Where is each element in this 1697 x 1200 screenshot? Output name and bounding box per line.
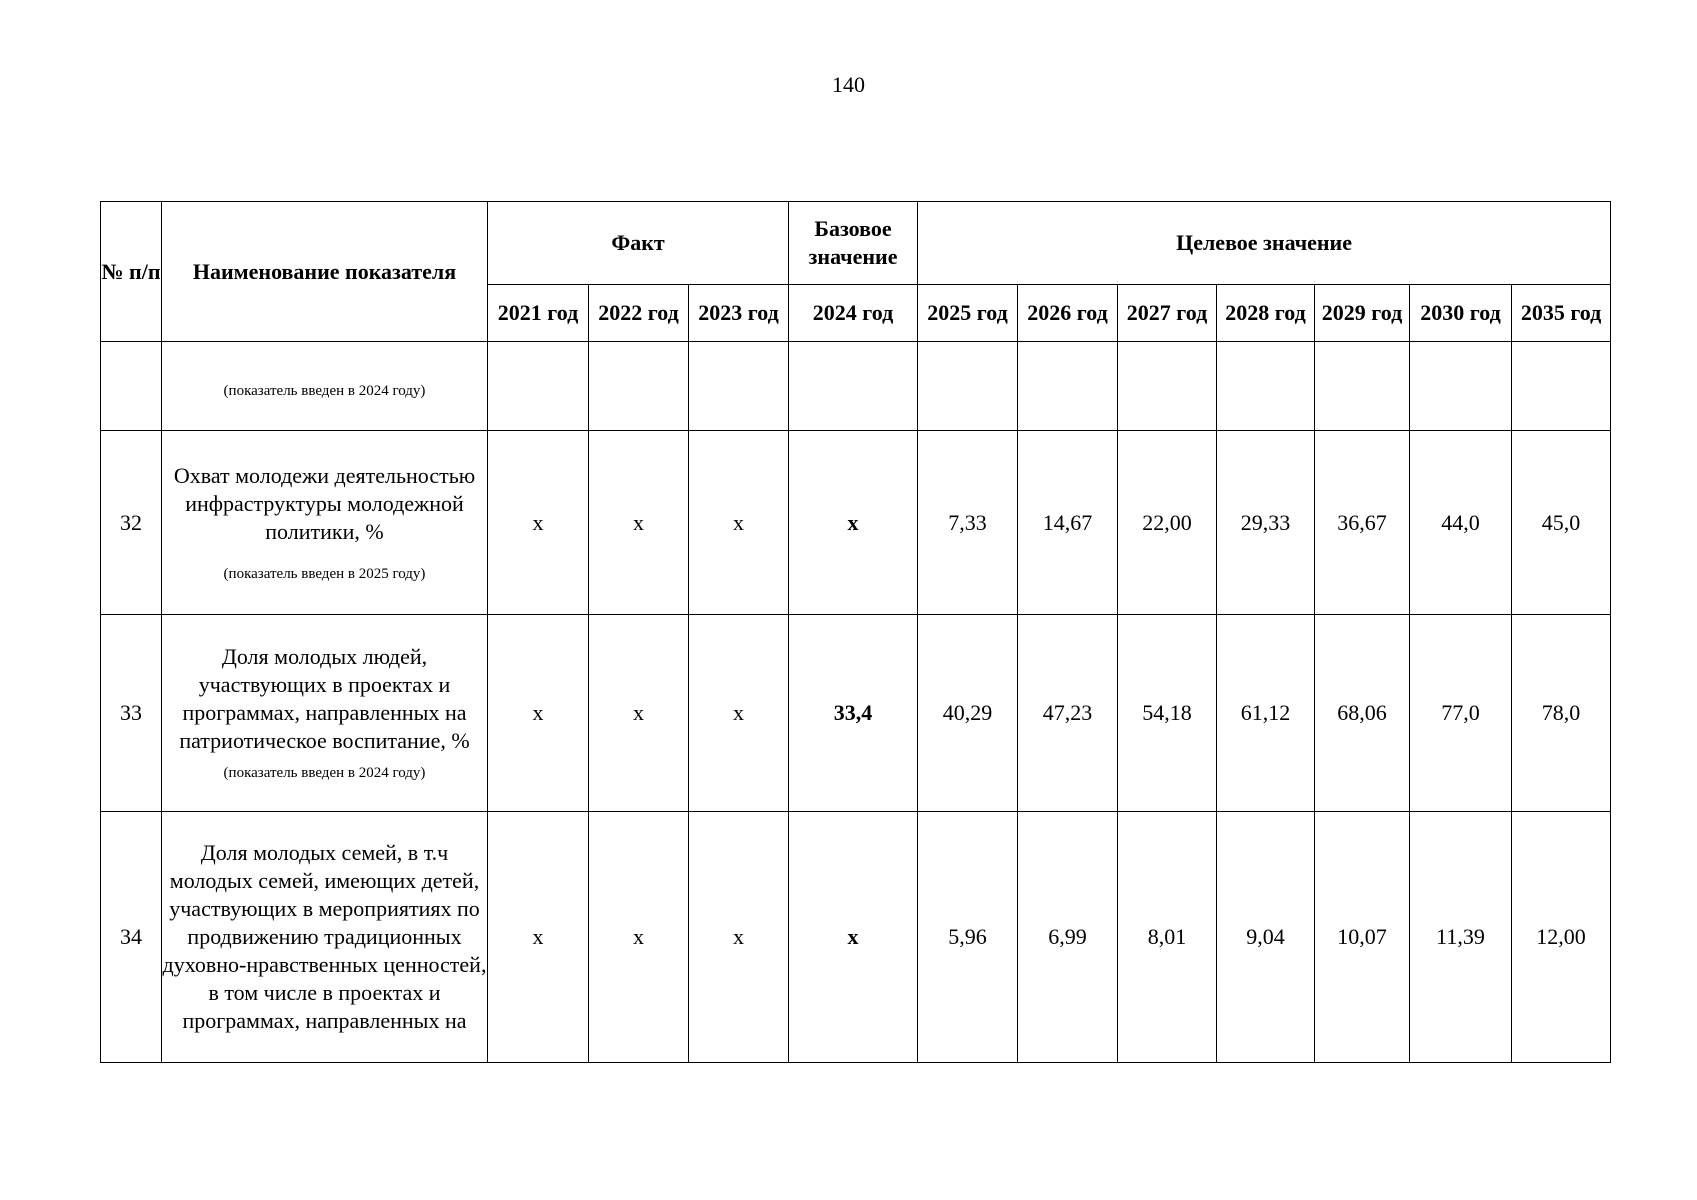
header-fact: Факт (488, 202, 789, 285)
value-cell: 44,0 (1410, 431, 1512, 615)
value-cell (1217, 342, 1315, 431)
row-num (101, 342, 162, 431)
value-cell: 45,0 (1512, 431, 1611, 615)
base-value-cell: х (789, 431, 918, 615)
header-num: № п/п (101, 202, 162, 342)
indicator-name: Доля молодых людей, участвующих в проектах и программах, направленных на патриотическое воспитание, % (179, 644, 470, 753)
header-indicator-name: Наименование показателя (162, 202, 488, 342)
header-row-1 (101, 202, 1611, 285)
table-row (101, 431, 1611, 615)
table-row (101, 615, 1611, 812)
indicator-name-cell (162, 431, 488, 615)
header-year: 2022 год (589, 285, 689, 342)
value-cell: 29,33 (1217, 431, 1315, 615)
value-cell: 54,18 (1118, 615, 1217, 812)
indicator-name: Доля молодых семей, в т.ч молодых семей, имеющих детей, участвующих в мероприятиях по продвижению традиционных духовно-нравственных ценностей, в том числе в проектах и программах, направленных на (162, 840, 487, 1033)
indicator-note: (показатель введен в 2024 году) (223, 765, 426, 781)
value-cell: 12,00 (1512, 812, 1611, 1063)
value-cell (1118, 342, 1217, 431)
value-cell (589, 342, 689, 431)
value-cell: 10,07 (1315, 812, 1410, 1063)
value-cell: 68,06 (1315, 615, 1410, 812)
value-cell: х (689, 812, 789, 1063)
value-cell: 5,96 (918, 812, 1018, 1063)
header-year: 2026 год (1018, 285, 1118, 342)
value-cell (918, 342, 1018, 431)
header-target-value: Целевое значение (918, 202, 1611, 285)
value-cell: х (589, 812, 689, 1063)
value-cell: х (488, 615, 589, 812)
table-row (101, 812, 1611, 1063)
table-row (101, 342, 1611, 431)
header-year: 2023 год (689, 285, 789, 342)
value-cell: х (689, 431, 789, 615)
base-value-cell: х (789, 812, 918, 1063)
row-num: 34 (101, 812, 162, 1063)
indicator-name: Охват молодежи деятельностью инфраструктуры молодежной политики, % (173, 462, 476, 544)
base-value-cell: 33,4 (789, 615, 918, 812)
indicator-name-cell (162, 342, 488, 431)
header-year: 2030 год (1410, 285, 1512, 342)
value-cell: 9,04 (1217, 812, 1315, 1063)
value-cell (1018, 342, 1118, 431)
value-cell: 14,67 (1018, 431, 1118, 615)
value-cell: х (488, 431, 589, 615)
header-year: 2024 год (789, 285, 918, 342)
value-cell: х (689, 615, 789, 812)
row-num: 32 (101, 431, 162, 615)
value-cell: 47,23 (1018, 615, 1118, 812)
value-cell: 7,33 (918, 431, 1018, 615)
indicator-note: (показатель введен в 2025 году) (223, 565, 426, 582)
value-cell (789, 342, 918, 431)
value-cell (1512, 342, 1611, 431)
indicator-name-cell (162, 812, 488, 1063)
indicator-note: (показатель введен в 2024 году) (223, 383, 426, 399)
value-cell: 77,0 (1410, 615, 1512, 812)
value-cell: 36,67 (1315, 431, 1410, 615)
value-cell: 78,0 (1512, 615, 1611, 812)
indicators-table (100, 201, 1611, 1063)
value-cell: 11,39 (1410, 812, 1512, 1063)
value-cell (1315, 342, 1410, 431)
indicator-name-cell (162, 615, 488, 812)
value-cell: 6,99 (1018, 812, 1118, 1063)
value-cell: 40,29 (918, 615, 1018, 812)
header-year: 2035 год (1512, 285, 1611, 342)
header-year: 2021 год (488, 285, 589, 342)
value-cell (689, 342, 789, 431)
header-year: 2029 год (1315, 285, 1410, 342)
value-cell: 61,12 (1217, 615, 1315, 812)
value-cell (1410, 342, 1512, 431)
header-base-value: Базовое значение (789, 202, 918, 285)
page-number: 140 (832, 72, 865, 97)
header-year: 2027 год (1118, 285, 1217, 342)
value-cell: х (488, 812, 589, 1063)
value-cell: 8,01 (1118, 812, 1217, 1063)
value-cell (488, 342, 589, 431)
value-cell: 22,00 (1118, 431, 1217, 615)
row-num: 33 (101, 615, 162, 812)
header-year: 2028 год (1217, 285, 1315, 342)
value-cell: х (589, 431, 689, 615)
value-cell: х (589, 615, 689, 812)
header-year: 2025 год (918, 285, 1018, 342)
